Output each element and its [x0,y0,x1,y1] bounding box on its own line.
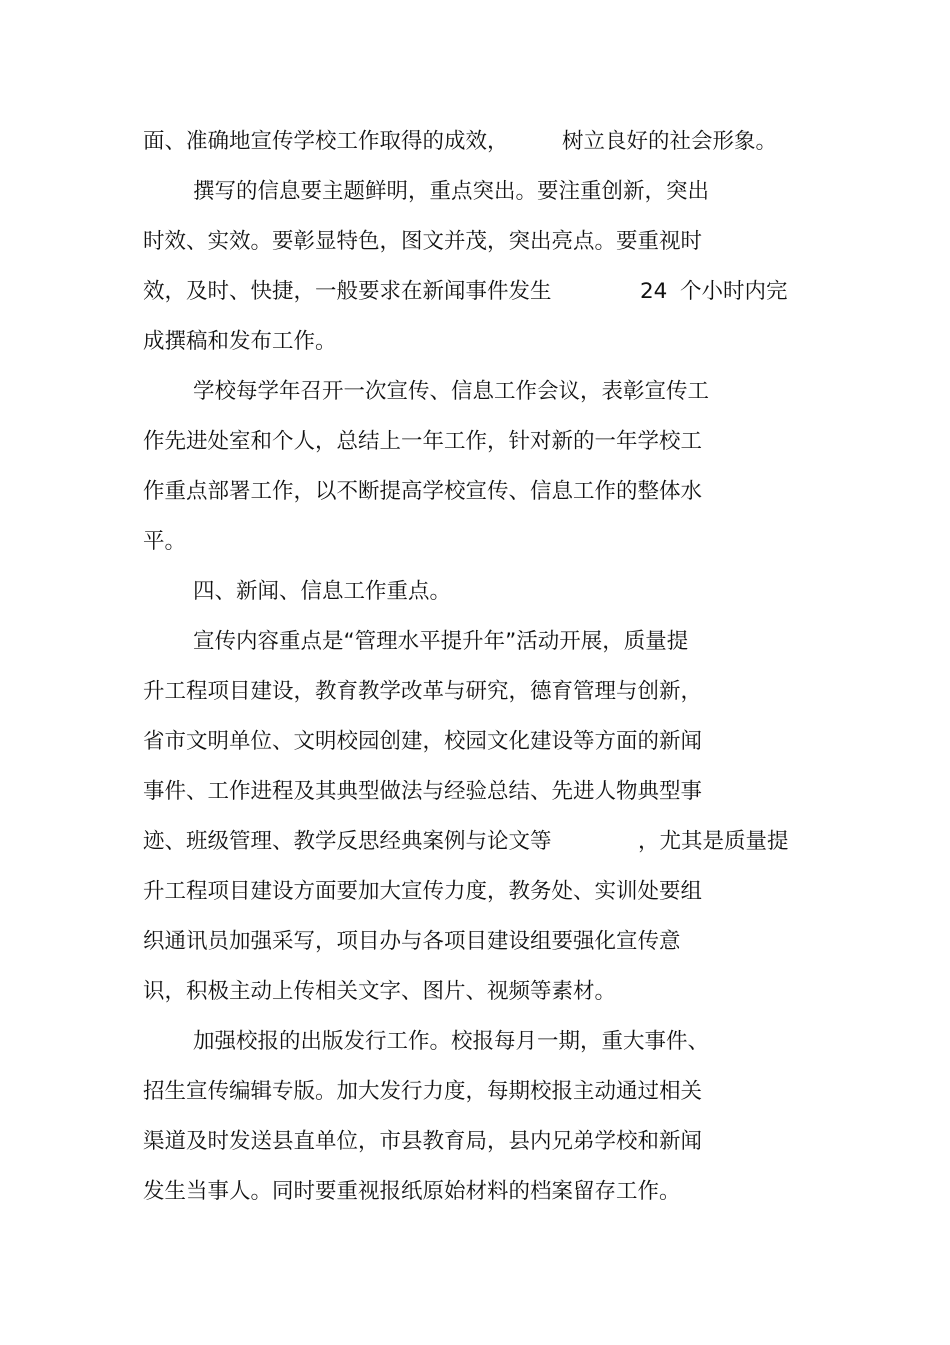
text-segment: 学校每学年召开一次宣传、信息工作会议，表彰宣传工 [193,379,710,404]
text-line [0,272,950,312]
text-line [0,322,950,362]
text-line [0,922,950,962]
text-segment: 渠道及时发送县直单位，市县教育局，县内兄弟学校和新闻 [143,1129,703,1154]
text-segment: 迹、班级管理、教学反思经典案例与论文等 [143,829,552,854]
text-segment: 升工程项目建设，教育教学改革与研究，德育管理与创新， [143,679,703,704]
text-segment: 作重点部署工作，以不断提高学校宣传、信息工作的整体水 [143,479,703,504]
text-segment: 升工程项目建设方面要加大宣传力度，教务处、实训处要组 [143,879,703,904]
text-line [0,872,950,912]
text-segment: 面、准确地宣传学校工作取得的成效， [143,129,509,154]
text-segment: 平。 [143,529,187,554]
text-line [0,972,950,1012]
text-segment: 撰写的信息要主题鲜明，重点突出。要注重创新，突出 [193,179,710,204]
text-segment: 省市文明单位、文明校园创建，校园文化建设等方面的新闻 [143,729,703,754]
text-segment: 时效、实效。要彰显特色，图文并茂，突出亮点。要重视时 [143,229,703,254]
text-segment: 成撰稿和发布工作。 [143,329,337,354]
text-line [0,672,950,712]
text-segment: 效，及时、快捷，一般要求在新闻事件发生 [143,279,552,304]
text-line [0,1022,950,1062]
text-segment: 织通讯员加强采写，项目办与各项目建设组要强化宣传意 [143,929,681,954]
text-line [0,472,950,512]
text-line [0,822,950,862]
text-segment: 宣传内容重点是“管理水平提升年”活动开展，质量提 [193,629,689,654]
text-line [0,722,950,762]
text-line [0,422,950,462]
text-segment: ，尤其是质量提 [638,829,789,854]
text-segment: 四、新闻、信息工作重点。 [193,579,452,604]
text-segment: 发生当事人。同时要重视报纸原始材料的档案留存工作。 [143,1179,681,1204]
text-segment: 作先进处室和个人，总结上一年工作，针对新的一年学校工 [143,429,703,454]
text-line [0,1072,950,1112]
text-line [0,222,950,262]
text-line [0,122,950,162]
text-segment: 招生宣传编辑专版。加大发行力度，每期校报主动通过相关 [143,1079,703,1104]
text-line [0,1172,950,1212]
text-segment: 个小时内完 [680,279,788,304]
text-line [0,622,950,662]
text-line [0,572,950,612]
text-segment: 识，积极主动上传相关文字、图片、视频等素材。 [143,979,617,1004]
text-line [0,172,950,212]
text-segment: 加强校报的出版发行工作。校报每月一期，重大事件、 [193,1029,710,1054]
text-line [0,522,950,562]
text-segment: 24 [640,279,668,304]
text-segment: 树立良好的社会形象。 [562,129,778,154]
text-line [0,772,950,812]
text-segment: 事件、工作进程及其典型做法与经验总结、先进人物典型事 [143,779,703,804]
text-line [0,1122,950,1162]
text-line [0,372,950,412]
